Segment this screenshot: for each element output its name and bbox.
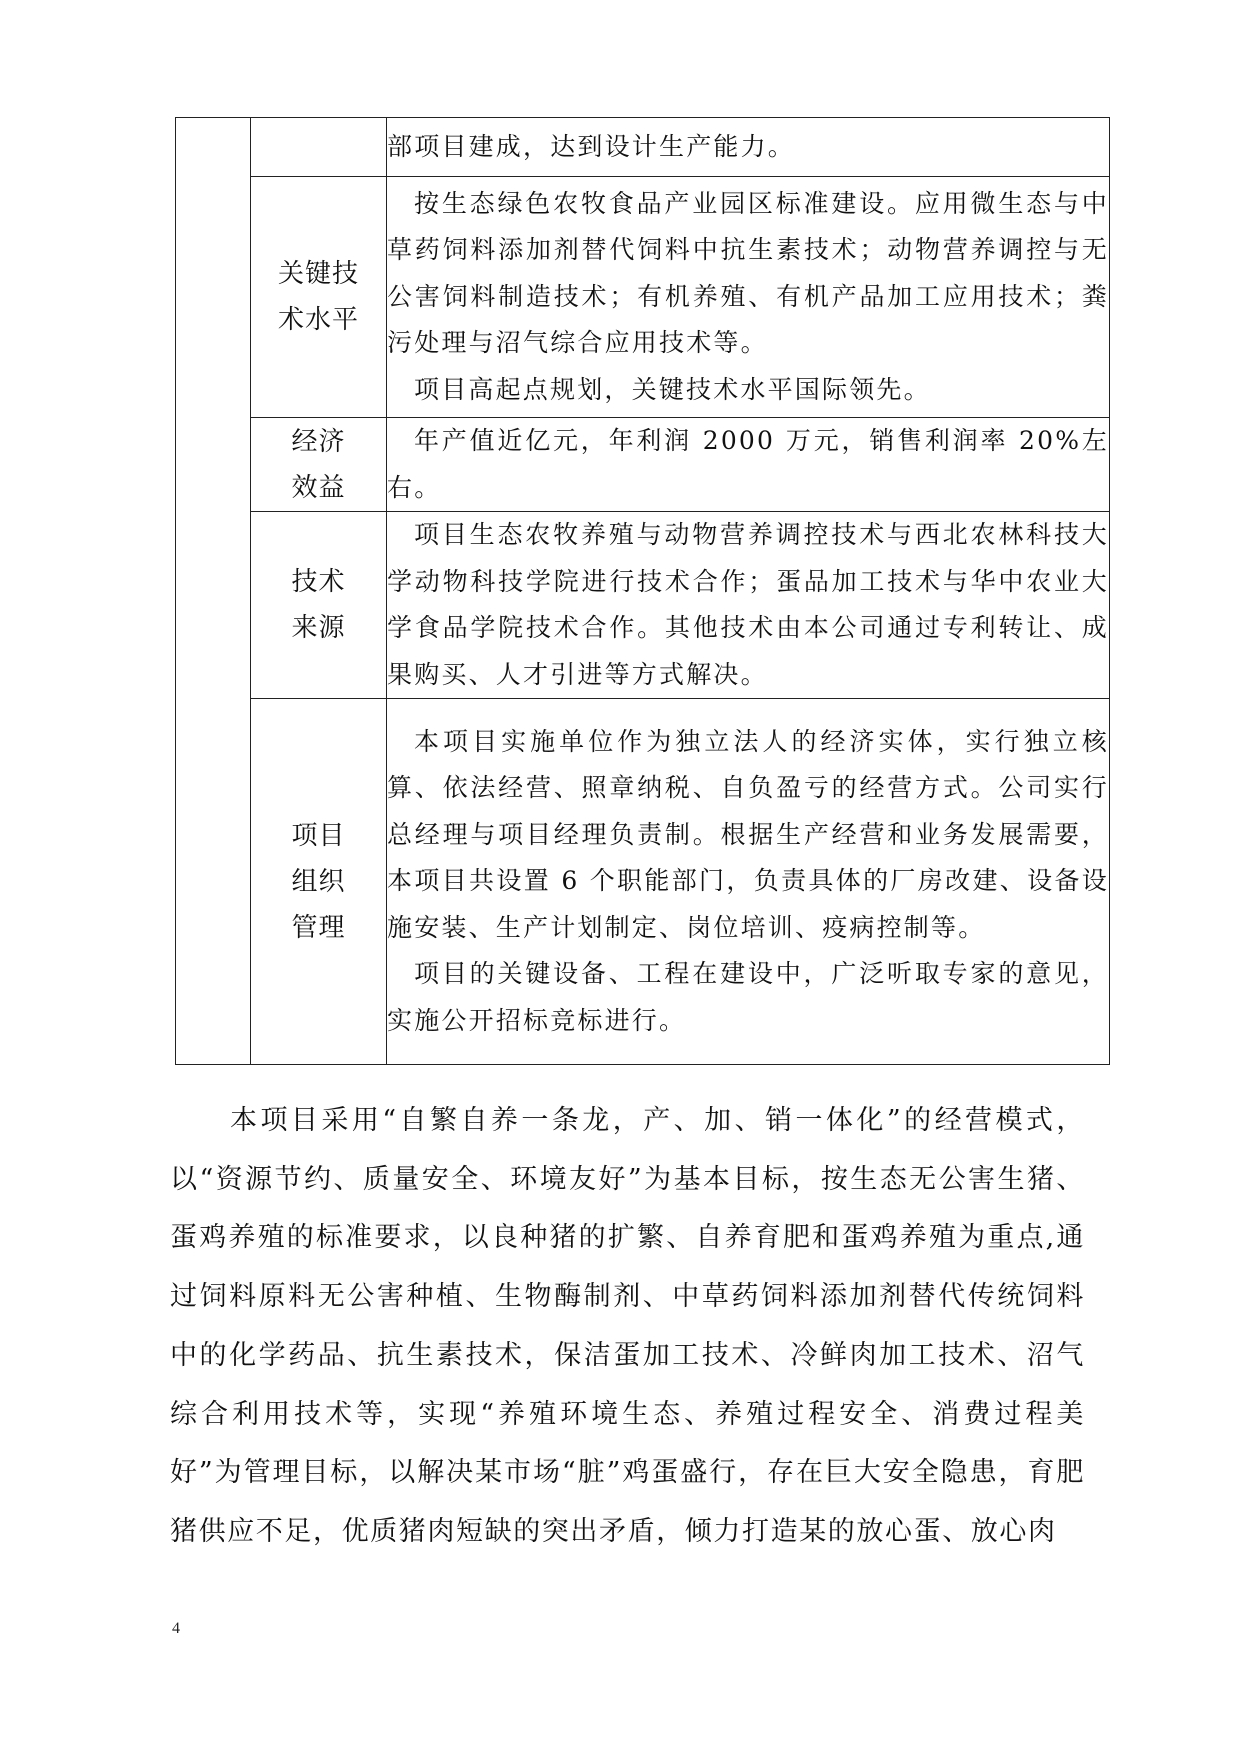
table-row: [176, 512, 1110, 699]
label-line: 项目: [291, 820, 346, 851]
label-line: 组织: [291, 866, 346, 897]
content-paragraph: 项目高起点规划，关键技术水平国际领先。: [414, 374, 931, 404]
label-line: 经济: [291, 426, 346, 457]
row-label-economic-benefit: [251, 418, 387, 512]
label-line: 技术: [291, 567, 346, 597]
content-paragraph: 项目的关键设备、工程在建设中，广泛听取专家的意见，实施公开招标竞标进行。: [387, 959, 1109, 1035]
label-line: 关键技: [277, 259, 359, 289]
row-label-empty: [251, 118, 387, 177]
row-content-completion: [387, 118, 1110, 177]
row-label-key-technology: [251, 177, 387, 418]
content-paragraph: 按生态绿色农牧食品产业园区标准建设。应用微生态与中草药饲料添加剂替代饲料中抗生素技术；动物营养调控与无公害饲料制造技术；有机养殖、有机产品加工应用技术；粪污处理与沼气综合应用技术等。: [387, 188, 1109, 358]
page-number: 4: [172, 1620, 180, 1637]
label-line: 管理: [291, 912, 346, 943]
body-paragraph: 本项目采用“自繁自养一条龙，产、加、销一体化”的经营模式，以“资源节约、质量安全、环境友好”为基本目标，按生态无公害生猪、蛋鸡养殖的标准要求，以良种猪的扩繁、自养育肥和蛋鸡养殖为重点,通过饲料原料无公害种植、生物酶制剂、中草药饲料添加剂替代传统饲料中的化学药品、抗生素技术，保洁蛋加工技术、冷鲜肉加工技术、沼气综合利用技术等，实现“养殖环境生态、养殖过程安全、消费过程美好”为管理目标，以解决某市场“脏”鸡蛋盛行，存在巨大安全隐患，育肥猪供应不足，优质猪肉短缺的突出矛盾，倾力打造某的放心蛋、放心肉: [170, 1105, 1085, 1547]
project-info-table: [175, 117, 1110, 1065]
content-paragraph: 年产值近亿元，年利润 2000 万元，销售利润率 20%左右。: [387, 426, 1109, 502]
table-row: [176, 118, 1110, 177]
row-content-economic-benefit: [387, 418, 1110, 512]
merged-category-cell: [176, 118, 251, 1065]
row-label-technology-source: [251, 512, 387, 699]
content-paragraph: 部项目建成，达到设计生产能力。: [387, 131, 796, 161]
table-row: [176, 418, 1110, 512]
table-row: [176, 177, 1110, 418]
row-content-technology-source: [387, 512, 1110, 699]
label-line: 术水平: [277, 305, 359, 335]
row-content-project-management: [387, 699, 1110, 1065]
label-line: 来源: [291, 613, 346, 643]
content-paragraph: 项目生态农牧养殖与动物营养调控技术与西北农林科技大学动物科技学院进行技术合作；蛋品加工技术与华中农业大学食品学院技术合作。其他技术由本公司通过专利转让、成果购买、人才引进等方式解决。: [387, 520, 1109, 689]
row-label-project-management: [251, 699, 387, 1065]
table-row: [176, 699, 1110, 1065]
label-line: 效益: [291, 472, 346, 503]
content-paragraph: 本项目实施单位作为独立法人的经济实体，实行独立核算、依法经营、照章纳税、自负盈亏的经营方式。公司实行总经理与项目经理负责制。根据生产经营和业务发展需要，本项目共设置 6 个职能部门，负责具体的厂房改建、设备设施安装、生产计划制定、岗位培训、疫病控制等。: [387, 726, 1109, 942]
row-content-key-technology: [387, 177, 1110, 418]
